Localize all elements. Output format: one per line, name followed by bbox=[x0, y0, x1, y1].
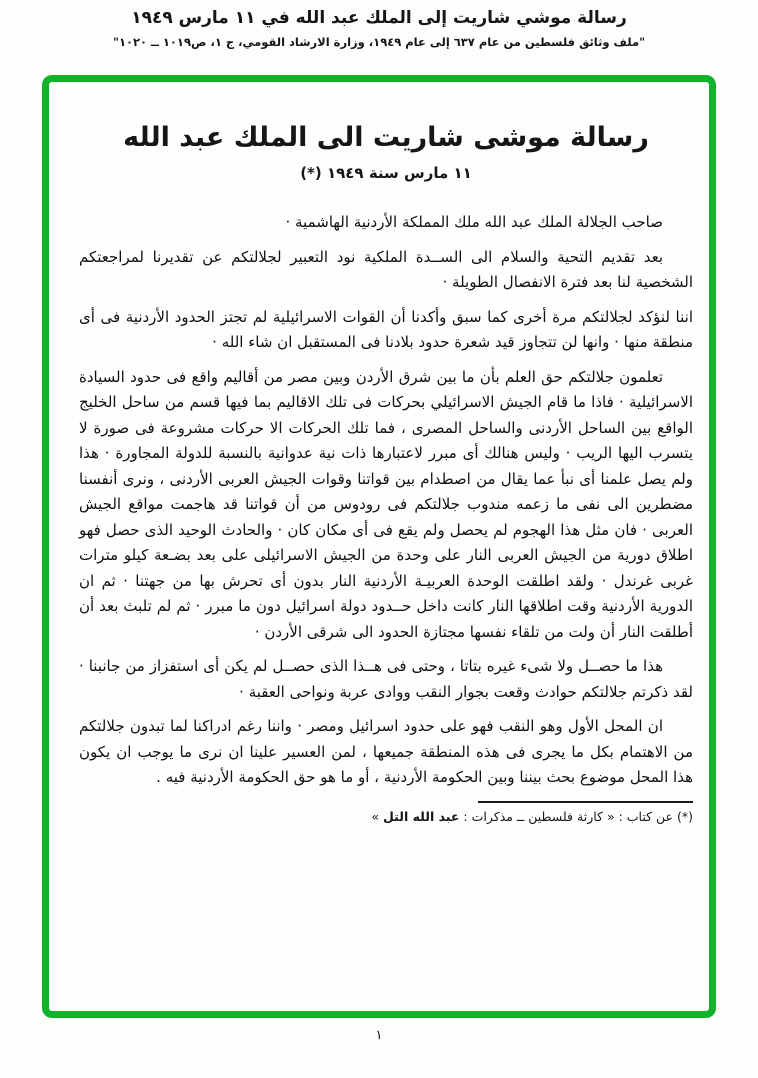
paragraph-no-provocation: هذا ما حصــل ولا شىء غيره بتاتا ، وحتى فى هــذا الذى حصــل لم يكن أى استفزاز من جانبنا · لقد ذكرتم جلالتكم حوادث وقعت بجوار النقب ووادى عربة ونواحى العقبة · bbox=[79, 657, 693, 701]
footnote-author: عبد الله التل bbox=[382, 808, 460, 824]
paragraph-salutation: صاحب الجلالة الملك عبد الله ملك المملكة الأردنية الهاشمية · bbox=[285, 213, 663, 232]
document-body bbox=[49, 82, 709, 1011]
header-source-citation: "ملف وثائق فلسطين من عام ٦٣٧ إلى عام ١٩٤٩، وزارة الارشاد القومي، ج ١، ص١٠١٩ ــ ١٠٢٠" bbox=[112, 35, 646, 49]
footnote-lead: (*) عن كتاب : « كارثة فلسطين ــ مذكرات : bbox=[459, 808, 693, 824]
footnote-block bbox=[79, 801, 693, 827]
footnote bbox=[79, 808, 693, 827]
footnote-separator-rule bbox=[478, 801, 693, 803]
document-border-frame bbox=[42, 75, 716, 1018]
page-number: ١ bbox=[375, 1028, 383, 1043]
paragraph-assurance: اننا لنؤكد لجلالتكم مرة أخرى كما سبق وأكدنا أن القوات الاسرائيلية لم تجتز الحدود الأردنية فى أى منطقة منها · وانها لن تتجاوز قيد شعرة حدود بلادنا فى المستقبل ان شاء الله · bbox=[79, 307, 693, 352]
paragraph-negev-conclusion: ان المحل الأول وهو النقب فهو على حدود اسرائيل ومصر · واننا رغم ادراكنا لما تبدون جلالتكم من الاهتمام بكل ما يجرى فى هذه المنطقة جميعها ، لمن العسير علينا ان نرى ما يوجب ان يكون هذا المحل موضوع بحث بيننا وبين الحكومة الأردنية ، أو ما هو حق الحكومة الأردنية فيه . bbox=[79, 717, 693, 787]
paragraph-greeting: بعد تقديم التحية والسلام الى الســدة الملكية نود التعبير لجلالتكم عن تقديرنا لمراجعتكم الشخصية لنا بعد فترة الانفصال الطويلة · bbox=[79, 247, 693, 292]
footnote-tail: » bbox=[371, 808, 383, 824]
paragraph-main-argument: تعلمون جلالتكم حق العلم بأن ما بين شرق الأردن وبين مصر من أقاليم واقع فى حدود السيادة الاسرائيلية · فاذا ما قام الجيش الاسرائيلي بحركات فى تلك الاقاليم بما فيها قسم من ساحل الخليج الواقع بين الساحل الأردنى والساحل المصرى ، فما تلك الحركات الا حركات مشروعة فى صورة لا يتسرب اليها الريب · وليس هنالك أى مبرر لاعتبارها ذات نية عدوانية بالنسبة للدولة المجاورة · هذا ولم يصل علمنا أى نبأ عما يقال من اصطدام بين قواتنا وقوات الجيش العربى الأردنى ، ونرى أنفسنا مضطرين الى نفى ما زعمه مندوب جلالتكم فى رودوس من أن قواتنا قد هاجمت مواقع الجيش العربى · فان مثل هذا الهجوم لم يحصل ولم يقع فى أى مكان كان · والحادث الوحيد الذى حصل فهو اطلاق دورية من الجيش العربى النار على وحدة من الجيش الاسرائيلى على بعد بضـعة كيلو مترات غربى غرندل · ولقد اطلقت الوحدة العربيـة الأردنية النار بدون أى تحرش بها من جهتنا · ثم ان الدورية الأردنية وقت اطلاقها النار كانت داخل حــدود دولة اسرائيل دون ما مبرر · ثم لم تلبث بعد أن أطلقت النار أن ولت من تلقاء نفسها مجتازة الحدود الى شرقى الأردن · bbox=[79, 367, 693, 641]
page-header bbox=[0, 8, 758, 49]
document-title: رسالة موشى شاريت الى الملك عبد الله bbox=[123, 122, 649, 153]
letter-text bbox=[79, 210, 693, 791]
document-date-subtitle: ١١ مارس سنة ١٩٤٩ (*) bbox=[300, 164, 472, 183]
header-title-line: رسالة موشي شاريت إلى الملك عبد الله في ١١ مارس ١٩٤٩ bbox=[131, 8, 627, 28]
